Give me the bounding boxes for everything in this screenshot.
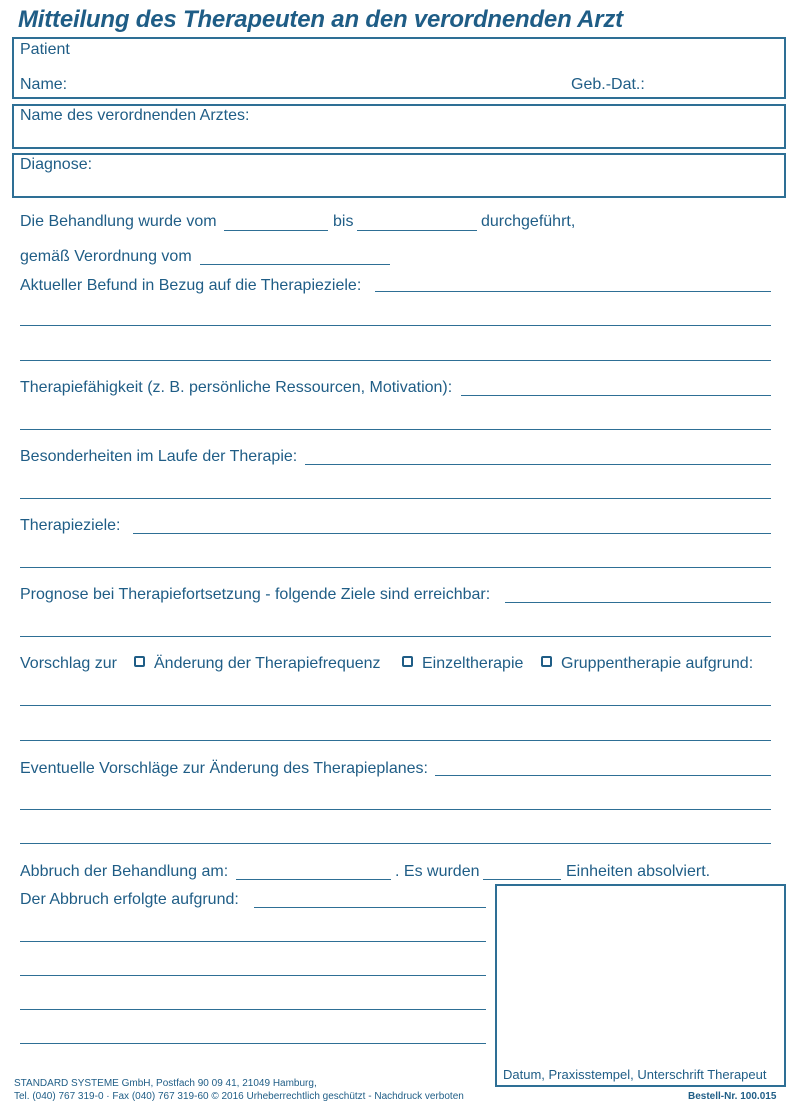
signature-box[interactable]	[495, 884, 786, 1087]
prognose-field-1[interactable]	[505, 602, 771, 603]
einzeltherapie-option-label: Einzeltherapie	[422, 655, 524, 672]
ziele-field-2[interactable]	[20, 567, 771, 568]
abbruch-reason-field-5[interactable]	[20, 1043, 486, 1044]
abbruch-units-field[interactable]	[483, 879, 561, 880]
befund-label: Aktueller Befund in Bezug auf die Therapieziele:	[20, 277, 362, 294]
einzeltherapie-checkbox[interactable]	[402, 656, 413, 667]
patient-heading: Patient	[20, 41, 70, 58]
abbruch-units-suffix: Einheiten absolviert.	[566, 863, 711, 880]
footer-address: STANDARD SYSTEME GmbH, Postfach 90 09 41, 21049 Hamburg,	[14, 1078, 317, 1089]
patient-name-label[interactable]: Name:	[20, 76, 68, 93]
vorschlaege-field-1[interactable]	[435, 775, 771, 776]
treatment-from-field[interactable]	[224, 230, 328, 231]
abbruch-date-label: Abbruch der Behandlung am:	[20, 863, 229, 880]
vorschlaege-field-3[interactable]	[20, 843, 771, 844]
befund-field-3[interactable]	[20, 360, 771, 361]
vorschlag-field-1[interactable]	[20, 705, 771, 706]
form-title: Mitteilung des Therapeuten an den verordnenden Arzt	[18, 6, 623, 33]
abbruch-reason-field-1[interactable]	[254, 907, 486, 908]
patient-box	[12, 37, 786, 99]
frequenz-option-label: Änderung der Therapiefrequenz	[154, 655, 381, 672]
vorschlaege-label: Eventuelle Vorschläge zur Änderung des Therapieplanes:	[20, 760, 428, 777]
vorschlaege-field-2[interactable]	[20, 809, 771, 810]
doctor-name-label[interactable]: Name des verordnenden Arztes:	[20, 107, 250, 124]
treatment-until-field[interactable]	[357, 230, 477, 231]
besonderheiten-label: Besonderheiten im Laufe der Therapie:	[20, 448, 298, 465]
prescription-date-field[interactable]	[200, 264, 390, 265]
vorschlag-label: Vorschlag zur	[20, 655, 117, 672]
faehigkeit-label: Therapiefähigkeit (z. B. persönliche Ressourcen, Motivation):	[20, 379, 453, 396]
ziele-label: Therapieziele:	[20, 517, 121, 534]
befund-field-2[interactable]	[20, 325, 771, 326]
prognose-field-2[interactable]	[20, 636, 771, 637]
faehigkeit-field-1[interactable]	[461, 395, 771, 396]
prognose-label: Prognose bei Therapiefortsetzung - folgende Ziele sind erreichbar:	[20, 586, 491, 603]
footer-contact: Tel. (040) 767 319-0 · Fax (040) 767 319-60 © 2016 Urheberrechtlich geschützt - Nachdruck verboten	[14, 1091, 464, 1102]
abbruch-units-label: . Es wurden	[395, 863, 480, 880]
footer-order-number: Bestell-Nr. 100.015	[688, 1091, 777, 1102]
patient-dob-label[interactable]: Geb.-Dat.:	[571, 76, 645, 93]
gruppentherapie-checkbox[interactable]	[541, 656, 552, 667]
vorschlag-field-2[interactable]	[20, 740, 771, 741]
besonderheiten-field-2[interactable]	[20, 498, 771, 499]
treatment-done-label: durchgeführt,	[481, 213, 576, 230]
ziele-field-1[interactable]	[133, 533, 771, 534]
abbruch-reason-field-2[interactable]	[20, 941, 486, 942]
befund-field-1[interactable]	[375, 291, 771, 292]
signature-label: Datum, Praxisstempel, Unterschrift Therapeut	[503, 1067, 767, 1082]
treatment-from-label: Die Behandlung wurde vom	[20, 213, 217, 230]
diagnosis-box	[12, 153, 786, 198]
frequenz-checkbox[interactable]	[134, 656, 145, 667]
abbruch-reason-label: Der Abbruch erfolgte aufgrund:	[20, 891, 239, 908]
diagnosis-label[interactable]: Diagnose:	[20, 156, 93, 173]
prescription-date-label: gemäß Verordnung vom	[20, 248, 192, 265]
treatment-until-label: bis	[333, 213, 354, 230]
faehigkeit-field-2[interactable]	[20, 429, 771, 430]
abbruch-reason-field-3[interactable]	[20, 975, 486, 976]
abbruch-reason-field-4[interactable]	[20, 1009, 486, 1010]
besonderheiten-field-1[interactable]	[305, 464, 771, 465]
abbruch-date-field[interactable]	[236, 879, 391, 880]
gruppentherapie-option-label: Gruppentherapie aufgrund:	[561, 655, 754, 672]
